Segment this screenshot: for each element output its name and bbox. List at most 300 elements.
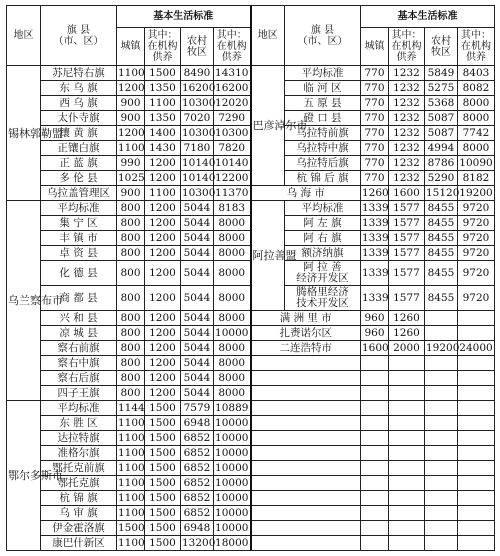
rural-value (425, 326, 458, 341)
empty-cell (458, 386, 495, 401)
empty-cell (251, 536, 361, 551)
rural-value: 6852 (181, 431, 214, 446)
rural-value: 5044 (181, 231, 214, 246)
empty-cell (361, 371, 389, 386)
urban-value: 1200 (118, 81, 145, 94)
urban-value: 1200 (118, 126, 145, 139)
county-name: 察右前旗 (41, 341, 117, 356)
rural-value: 7020 (181, 111, 214, 126)
rural-inst-value: 9720 (458, 286, 495, 311)
county-name: 准格尔旗 (41, 446, 117, 461)
table-row (7, 536, 495, 551)
urban-value: 1100 (118, 506, 145, 519)
empty-cell (425, 416, 458, 431)
county-name: 四子王旗 (41, 386, 117, 401)
header-rural-inst: 其中： 在机构 供养 (214, 28, 251, 66)
empty-cell (251, 416, 361, 431)
urban-inst-value: 1577 (389, 261, 425, 286)
empty-cell (458, 521, 495, 536)
county-name: 杭 锦 后 旗 (285, 171, 361, 186)
empty-cell (251, 521, 361, 536)
empty-cell (458, 536, 495, 551)
rural-inst-value: 10000 (214, 491, 251, 506)
rural-value: 6852 (181, 476, 214, 491)
rural-inst-value: 10000 (214, 326, 251, 341)
header-basic-standard-right: 基本生活标准 (361, 6, 495, 28)
urban-value: 1500 (118, 521, 145, 534)
rural-inst-value: 12200 (214, 171, 251, 186)
empty-cell (389, 461, 425, 476)
header-basic-standard: 基本生活标准 (117, 6, 251, 28)
county-name: 多 伦 县 (41, 171, 117, 186)
county-name: 商 都 县 (41, 286, 117, 311)
empty-cell (425, 431, 458, 446)
rural-inst-value: 8000 (214, 216, 251, 231)
rural-inst-value: 10000 (214, 521, 251, 536)
city-name: 乌 海 市 (251, 186, 361, 201)
empty-cell (458, 491, 495, 506)
rural-value (425, 311, 458, 326)
empty-cell (251, 476, 361, 491)
urban-value: 800 (117, 246, 145, 261)
region-cell: 巴彦淖尔市 (251, 66, 285, 186)
table-row (7, 186, 495, 201)
county-name: 东 胜 区 (41, 416, 117, 431)
urban-value: 800 (117, 326, 145, 341)
empty-cell (425, 446, 458, 461)
rural-inst-value: 10000 (214, 506, 251, 521)
county-name: 鄂托克前旗 (41, 461, 117, 476)
urban-inst-value: 1350 (145, 111, 181, 126)
rural-inst-value: 7820 (214, 141, 251, 156)
county-name: 苏尼特右旗 (41, 66, 117, 81)
empty-cell (251, 356, 361, 371)
rural-value: 7579 (181, 401, 214, 416)
empty-cell (425, 356, 458, 371)
urban-inst-value: 1200 (145, 246, 181, 261)
urban-value: 1339 (362, 231, 389, 244)
rural-value: 5044 (181, 246, 214, 261)
rural-inst-value: 10000 (214, 476, 251, 491)
header-rural: 农村 牧区 (181, 28, 214, 66)
rural-inst-value: 8182 (458, 171, 495, 186)
rural-value: 5368 (425, 96, 458, 111)
city-name: 二连浩特市 (251, 341, 361, 356)
urban-inst-value: 1577 (389, 286, 425, 311)
urban-inst-value: 1500 (145, 521, 181, 536)
urban-inst-value: 1232 (389, 66, 425, 81)
table-row (7, 401, 495, 416)
urban-value: 770 (361, 156, 389, 171)
county-name: 察右中旗 (41, 356, 117, 371)
table-row (7, 446, 495, 461)
empty-cell (251, 491, 361, 506)
rural-value: 8455 (425, 216, 458, 231)
rural-inst-value: 10000 (214, 416, 251, 431)
empty-cell (251, 446, 361, 461)
urban-value: 1100 (118, 476, 145, 489)
rural-value: 16200 (182, 81, 216, 94)
urban-value: 770 (361, 66, 389, 81)
urban-inst-value: 1400 (145, 126, 181, 141)
rural-value: 5044 (181, 341, 214, 356)
county-name: 太仆寺旗 (41, 111, 117, 126)
rural-value: 5087 (425, 111, 458, 126)
empty-cell (361, 416, 389, 431)
empty-cell (458, 401, 495, 416)
empty-cell (389, 356, 425, 371)
rural-inst-value: 9720 (458, 231, 495, 246)
county-name: 兴 和 县 (41, 311, 117, 326)
rural-inst-value: 8000 (458, 111, 495, 126)
rural-inst-value (458, 326, 495, 341)
urban-inst-value: 1232 (389, 171, 425, 186)
rural-value: 5290 (425, 171, 458, 186)
rural-value: 5044 (181, 201, 214, 216)
header-region-right: 地区 (251, 6, 285, 66)
urban-inst-value: 1500 (145, 506, 181, 521)
urban-value: 770 (361, 126, 389, 141)
rural-inst-value: 10000 (214, 461, 251, 476)
rural-inst-value: 8183 (214, 201, 251, 216)
table-row (7, 371, 495, 386)
table-row (7, 476, 495, 491)
urban-inst-value: 1500 (145, 401, 181, 416)
urban-inst-value: 1200 (145, 326, 181, 341)
header-row-1 (7, 6, 495, 28)
rural-inst-value: 8000 (214, 311, 251, 326)
rural-value: 6948 (181, 416, 214, 431)
header-rural-inst-right: 其中： 在机构 供养 (458, 28, 495, 66)
urban-inst-value: 1200 (145, 311, 181, 326)
rural-value: 8455 (425, 231, 458, 246)
urban-inst-value: 1200 (145, 171, 181, 186)
empty-cell (389, 401, 425, 416)
county-name: 凉 城 县 (41, 326, 117, 341)
urban-value: 800 (117, 286, 145, 311)
urban-value: 960 (361, 326, 389, 341)
urban-value: 1100 (118, 446, 145, 459)
empty-cell (361, 356, 389, 371)
rural-value: 5275 (425, 81, 458, 96)
table-row (7, 311, 495, 326)
urban-inst-value: 1260 (389, 326, 425, 341)
table-row (7, 521, 495, 536)
rural-inst-value: 19200 (459, 186, 493, 199)
urban-inst-value: 1500 (145, 431, 181, 446)
rural-inst-value: 9720 (458, 216, 495, 231)
urban-value: 770 (361, 96, 389, 111)
rural-value: 19200 (426, 341, 460, 354)
empty-cell (361, 461, 389, 476)
empty-cell (389, 431, 425, 446)
county-name: 乌拉特后旗 (285, 156, 361, 171)
urban-inst-value: 1100 (145, 96, 181, 111)
urban-value: 770 (361, 111, 389, 126)
rural-value: 5044 (181, 216, 214, 231)
urban-inst-value: 1200 (145, 386, 181, 401)
header-urban-inst-right: 其中： 在机构 供养 (389, 28, 425, 66)
urban-value: 770 (361, 81, 389, 96)
empty-cell (389, 386, 425, 401)
rural-inst-value: 12020 (214, 96, 251, 111)
urban-value: 1100 (118, 491, 145, 504)
rural-inst-value: 8000 (458, 96, 495, 111)
urban-inst-value: 1500 (145, 461, 181, 476)
empty-cell (425, 401, 458, 416)
county-name: 乌拉特前旗 (285, 126, 361, 141)
urban-inst-value: 1200 (145, 356, 181, 371)
county-name: 五 原 县 (285, 96, 361, 111)
urban-inst-value: 1200 (145, 156, 181, 171)
social-assistance-standards-table (6, 5, 495, 551)
rural-inst-value: 10090 (459, 156, 493, 169)
table-row (7, 461, 495, 476)
table-row (7, 66, 495, 81)
county-name: 集 宁 区 (41, 216, 117, 231)
city-name: 满 洲 里 市 (251, 311, 361, 326)
empty-cell (458, 356, 495, 371)
county-name: 康巴什新区 (41, 536, 117, 551)
rural-value: 5044 (181, 286, 214, 311)
urban-value: 1100 (118, 416, 145, 429)
rural-inst-value: 10889 (214, 401, 251, 416)
rural-value: 15120 (426, 186, 460, 199)
county-name: 鄂托克旗 (41, 476, 117, 491)
empty-cell (389, 446, 425, 461)
empty-cell (389, 416, 425, 431)
empty-cell (251, 401, 361, 416)
empty-cell (361, 431, 389, 446)
rural-value: 6852 (181, 506, 214, 521)
rural-inst-value: 24000 (459, 341, 493, 354)
urban-value: 1100 (118, 536, 145, 549)
empty-cell (251, 371, 361, 386)
urban-value: 1339 (362, 246, 389, 259)
city-name: 扎赉诺尔区 (251, 326, 361, 341)
urban-value: 1339 (361, 286, 389, 311)
urban-inst-value: 1200 (145, 216, 181, 231)
urban-value: 1339 (361, 261, 389, 286)
empty-cell (425, 476, 458, 491)
header-urban-right: 城镇 (361, 28, 389, 66)
rural-value: 5044 (181, 311, 214, 326)
empty-cell (458, 461, 495, 476)
rural-value: 8455 (425, 246, 458, 261)
rural-value: 13200 (182, 536, 216, 549)
rural-value: 8455 (425, 201, 458, 216)
urban-inst-value: 1600 (389, 186, 425, 201)
empty-cell (251, 431, 361, 446)
county-name: 镶 黄 旗 (41, 126, 117, 141)
empty-cell (389, 491, 425, 506)
empty-cell (389, 521, 425, 536)
urban-value: 800 (117, 216, 145, 231)
empty-cell (425, 461, 458, 476)
rural-value: 5044 (181, 326, 214, 341)
region-cell: 鄂尔多斯市 (7, 401, 41, 551)
rural-inst-value: 8000 (214, 386, 251, 401)
urban-inst-value: 1430 (145, 141, 181, 156)
empty-cell (458, 416, 495, 431)
urban-inst-value: 1100 (145, 186, 181, 201)
urban-inst-value: 1232 (389, 156, 425, 171)
empty-cell (425, 506, 458, 521)
header-rural-right: 农村 牧区 (425, 28, 458, 66)
rural-inst-value: 10140 (214, 156, 251, 171)
empty-cell (361, 386, 389, 401)
empty-cell (425, 536, 458, 551)
county-name: 平均标准 (285, 201, 361, 216)
county-name: 乌拉盖管理区 (41, 186, 117, 201)
urban-value: 770 (361, 141, 389, 156)
rural-inst-value: 10300 (214, 126, 251, 141)
urban-inst-value: 1200 (145, 231, 181, 246)
rural-inst-value: 8000 (214, 231, 251, 246)
urban-inst-value: 1200 (145, 286, 181, 311)
rural-inst-value: 9720 (458, 261, 495, 286)
empty-cell (425, 491, 458, 506)
county-name: 临 河 区 (285, 81, 361, 96)
urban-value: 990 (117, 156, 145, 171)
rural-value: 5044 (181, 356, 214, 371)
urban-inst-value: 1200 (145, 371, 181, 386)
empty-cell (361, 491, 389, 506)
rural-value: 10140 (182, 171, 216, 184)
urban-value: 1100 (118, 431, 145, 444)
urban-inst-value: 1500 (145, 476, 181, 491)
county-name: 东 乌 旗 (41, 81, 117, 96)
urban-inst-value: 1500 (145, 446, 181, 461)
empty-cell (458, 431, 495, 446)
urban-value: 1100 (118, 141, 145, 154)
urban-value: 1144 (118, 401, 145, 414)
empty-cell (251, 506, 361, 521)
empty-cell (425, 371, 458, 386)
urban-inst-value: 1500 (145, 491, 181, 506)
rural-value: 8786 (425, 156, 458, 171)
empty-cell (361, 506, 389, 521)
empty-cell (425, 386, 458, 401)
rural-value: 10140 (182, 156, 216, 169)
rural-inst-value (458, 311, 495, 326)
urban-inst-value: 1577 (389, 231, 425, 246)
rural-value: 5044 (181, 261, 214, 286)
empty-cell (361, 536, 389, 551)
empty-cell (251, 461, 361, 476)
table-row (7, 386, 495, 401)
empty-cell (389, 536, 425, 551)
urban-inst-value: 1200 (145, 201, 181, 216)
header-county-right: 旗 县 （市、区） (285, 6, 361, 66)
urban-value: 1025 (118, 171, 145, 184)
county-name: 察右后旗 (41, 371, 117, 386)
rural-value: 7180 (181, 141, 214, 156)
county-name: 丰 镇 市 (41, 231, 117, 246)
empty-cell (251, 386, 361, 401)
urban-value: 800 (117, 386, 145, 401)
urban-inst-value: 1232 (389, 126, 425, 141)
urban-inst-value: 1200 (145, 341, 181, 356)
county-name: 乌拉特中旗 (285, 141, 361, 156)
rural-value: 5087 (425, 126, 458, 141)
county-name: 正 蓝 旗 (41, 156, 117, 171)
urban-value: 800 (117, 371, 145, 386)
urban-value: 1600 (362, 341, 389, 354)
table-row (7, 356, 495, 371)
rural-inst-value: 7290 (214, 111, 251, 126)
empty-cell (389, 371, 425, 386)
urban-inst-value: 1350 (145, 81, 181, 96)
county-name: 阿 拉 善 经济开发区 (285, 261, 361, 286)
urban-value: 1339 (362, 216, 389, 229)
empty-cell (425, 521, 458, 536)
county-name: 腾格里经济 技术开发区 (285, 286, 361, 311)
urban-value: 800 (117, 201, 145, 216)
rural-value: 6852 (181, 491, 214, 506)
urban-value: 770 (361, 171, 389, 186)
urban-inst-value: 1260 (389, 311, 425, 326)
table-body (7, 66, 495, 551)
empty-cell (361, 446, 389, 461)
urban-value: 800 (117, 261, 145, 286)
rural-value: 6852 (181, 461, 214, 476)
urban-inst-value: 1232 (389, 111, 425, 126)
empty-cell (389, 476, 425, 491)
county-name: 化 德 县 (41, 261, 117, 286)
header-county: 旗 县 （市、区） (41, 6, 117, 66)
rural-inst-value: 8082 (458, 81, 495, 96)
rural-value: 10300 (182, 126, 216, 139)
region-cell: 锡林郭勒盟 (7, 66, 41, 201)
county-name: 卓 资 县 (41, 246, 117, 261)
urban-inst-value: 1232 (389, 81, 425, 96)
rural-value: 8490 (181, 66, 214, 81)
rural-inst-value: 8000 (214, 246, 251, 261)
urban-inst-value: 1500 (145, 536, 181, 551)
rural-inst-value: 8000 (214, 286, 251, 311)
urban-value: 960 (361, 311, 389, 326)
urban-value: 800 (117, 231, 145, 246)
urban-value: 800 (117, 356, 145, 371)
urban-value: 1100 (118, 461, 145, 474)
empty-cell (458, 476, 495, 491)
empty-cell (361, 401, 389, 416)
urban-inst-value: 1500 (145, 416, 181, 431)
rural-inst-value: 10000 (214, 446, 251, 461)
empty-cell (458, 506, 495, 521)
urban-value: 800 (117, 341, 145, 356)
urban-value: 900 (117, 186, 145, 201)
county-name: 平均标准 (41, 201, 117, 216)
urban-inst-value: 1232 (389, 96, 425, 111)
rural-inst-value: 7742 (458, 126, 495, 141)
urban-inst-value: 1577 (389, 201, 425, 216)
table-row (7, 431, 495, 446)
rural-value: 8455 (425, 261, 458, 286)
urban-inst-value: 1577 (389, 216, 425, 231)
table-row (7, 341, 495, 356)
table-row (7, 491, 495, 506)
urban-value: 900 (117, 111, 145, 126)
table-row (7, 201, 495, 216)
rural-value: 10300 (182, 186, 216, 199)
rural-value: 4994 (425, 141, 458, 156)
county-name: 乌 审 旗 (41, 506, 117, 521)
rural-inst-value: 8000 (214, 261, 251, 286)
header-urban-inst: 其中： 在机构 供养 (145, 28, 181, 66)
rural-value: 5849 (425, 66, 458, 81)
